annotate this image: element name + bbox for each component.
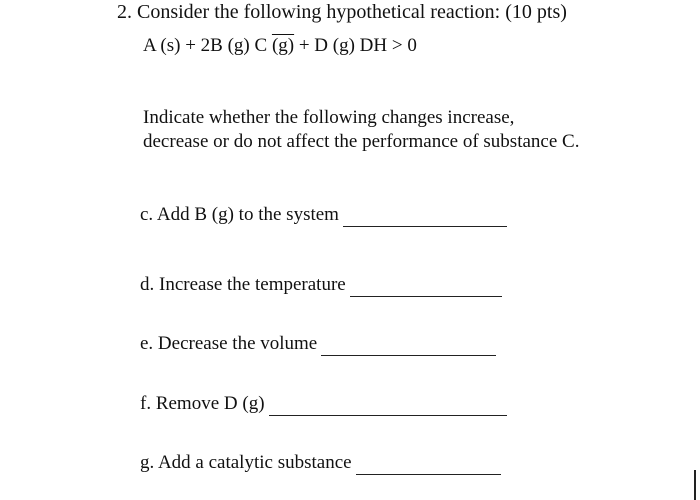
- item-g-label: g. Add a catalytic substance: [140, 452, 352, 473]
- item-c: [140, 203, 507, 227]
- item-f-label: f. Remove D (g): [140, 393, 265, 414]
- reaction-equation: [143, 34, 417, 58]
- reaction-right-part: + D (g) DH > 0: [294, 35, 417, 56]
- edge-divider-mark: [694, 470, 696, 500]
- item-c-answer-blank[interactable]: [343, 208, 507, 227]
- instruction-line-1: Indicate whether the following changes increase,: [143, 107, 515, 128]
- item-e-label: e. Decrease the volume: [140, 333, 318, 354]
- item-d-answer-blank[interactable]: [350, 278, 502, 297]
- reaction-overlined-state: (g): [271, 35, 295, 56]
- item-f: [140, 392, 507, 416]
- item-g: [140, 451, 501, 475]
- instruction-line-2: decrease or do not affect the performance of substance C.: [143, 131, 580, 152]
- item-e: [140, 332, 496, 356]
- item-g-answer-blank[interactable]: [356, 456, 501, 475]
- item-e-answer-blank[interactable]: [321, 337, 496, 356]
- item-f-answer-blank[interactable]: [269, 397, 507, 416]
- reaction-left-part: A (s) + 2B (g) C: [143, 35, 272, 56]
- item-d-label: d. Increase the temperature: [140, 274, 346, 295]
- item-d: [140, 273, 502, 297]
- question-title: 2. Consider the following hypothetical reaction: (10 pts): [117, 1, 567, 23]
- item-c-label: c. Add B (g) to the system: [140, 204, 339, 225]
